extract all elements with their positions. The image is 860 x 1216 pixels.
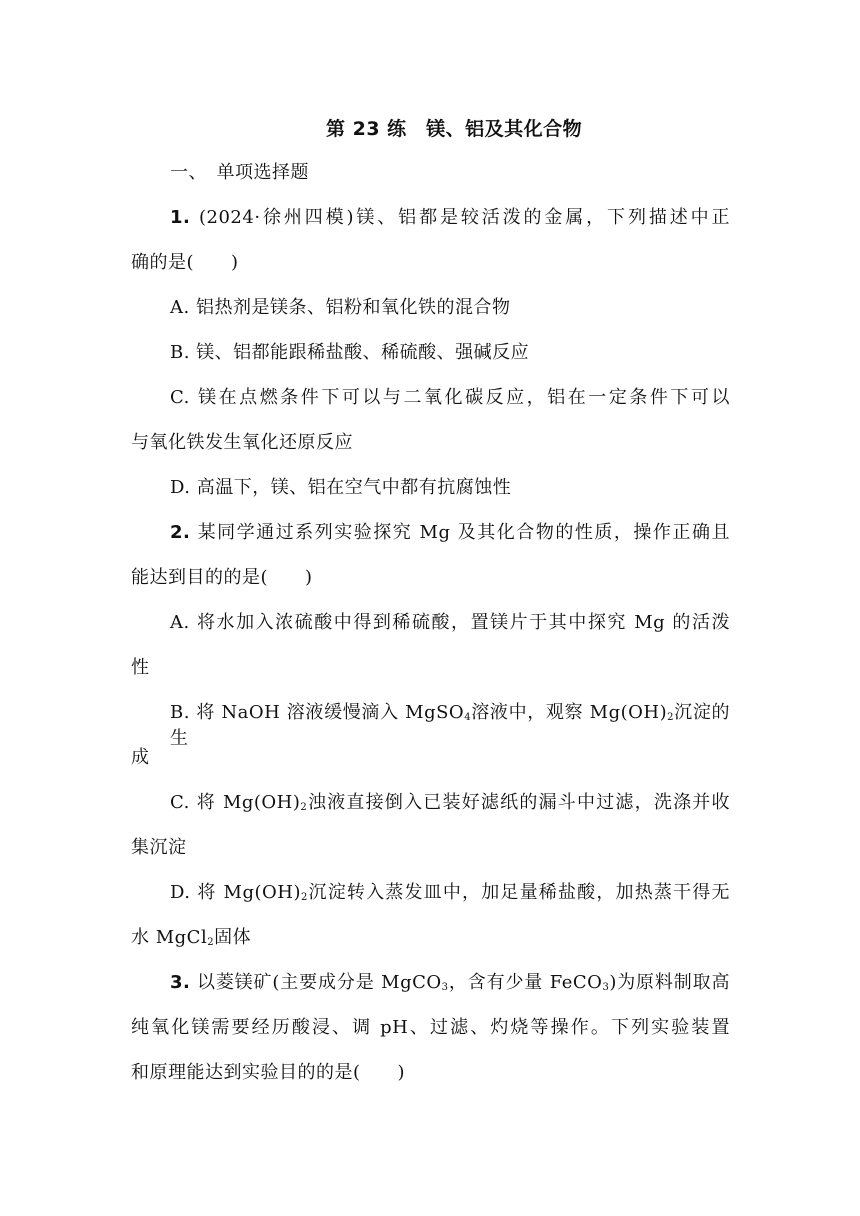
question-1-stem-text: (2024·徐州四模)镁、铝都是较活泼的金属，下列描述中正 (199, 207, 730, 228)
question-number: 1. (170, 207, 191, 228)
page-title: 第 23 练 镁、铝及其化合物 (326, 118, 583, 140)
subscript: 2 (300, 802, 308, 813)
question-3-stem-text: )为原料制取高 (609, 972, 730, 993)
question-3-stem-line1 (170, 970, 730, 996)
option-text: 沉淀转入蒸发皿中，加足量稀盐酸，加热蒸干得无 (307, 882, 730, 903)
question-1-stem-line2: 确的是( ) (131, 252, 239, 273)
subscript: 3 (441, 982, 449, 993)
question-number: 2. (170, 522, 191, 543)
question-2-option-c-line2: 集沉淀 (131, 837, 187, 858)
question-2-option-d-line1 (170, 880, 730, 906)
option-text: 水 MgCl (131, 927, 208, 948)
question-number: 3. (170, 972, 191, 993)
subscript: 3 (602, 982, 610, 993)
question-2-stem-text: 某同学通过系列实验探究 Mg 及其化合物的性质，操作正确且 (197, 522, 730, 543)
question-2-stem-line1 (170, 520, 730, 546)
question-3-stem-line2: 纯氧化镁需要经历酸浸、调 pH、过滤、灼烧等操作。下列实验装置 (131, 1017, 730, 1038)
subscript: 2 (300, 892, 308, 903)
option-text: C. 将 Mg(OH) (170, 792, 301, 813)
question-2-option-c-line1 (170, 790, 730, 816)
question-2-option-d-line2 (131, 925, 251, 951)
option-text: 浊液直接倒入已装好滤纸的漏斗中过滤，洗涤并收 (307, 792, 731, 813)
question-2-option-a-line1: A. 将水加入浓硫酸中得到稀硫酸，置镁片于其中探究 Mg 的活泼 (170, 612, 730, 633)
question-2-option-b-line2: 成 (131, 747, 150, 768)
option-text: 沉淀的生 (170, 702, 730, 749)
question-1-option-c-line2: 与氧化铁发生氧化还原反应 (131, 432, 353, 453)
section-heading: 一、 单项选择题 (170, 162, 309, 183)
subscript: 4 (464, 712, 472, 723)
subscript: 2 (207, 937, 215, 948)
question-1-stem-line1 (170, 205, 730, 231)
question-2-stem-line2: 能达到目的的是( ) (131, 567, 313, 588)
question-1-option-d: D. 高温下，镁、铝在空气中都有抗腐蚀性 (170, 477, 512, 498)
question-1-option-a: A. 铝热剂是镁条、铝粉和氧化铁的混合物 (170, 297, 511, 318)
question-3-stem-line3: 和原理能达到实验目的的是( ) (131, 1062, 406, 1083)
question-3-stem-text: 以菱镁矿(主要成分是 MgCO (196, 972, 442, 993)
question-1-option-b: B. 镁、铝都能跟稀盐酸、稀硫酸、强碱反应 (170, 342, 530, 363)
subscript: 2 (667, 712, 674, 723)
option-text: D. 将 Mg(OH) (170, 882, 301, 903)
question-1-option-c-line1: C. 镁在点燃条件下可以与二氧化碳反应，铝在一定条件下可以 (170, 387, 730, 408)
option-text: 溶液中，观察 Mg(OH) (471, 702, 668, 723)
question-2-option-a-line2: 性 (131, 657, 150, 678)
question-2-option-b-line1 (170, 700, 730, 752)
option-text: 固体 (214, 927, 252, 948)
question-3-stem-text: ，含有少量 FeCO (448, 972, 603, 993)
option-text: B. 将 NaOH 溶液缓慢滴入 MgSO (170, 702, 465, 723)
